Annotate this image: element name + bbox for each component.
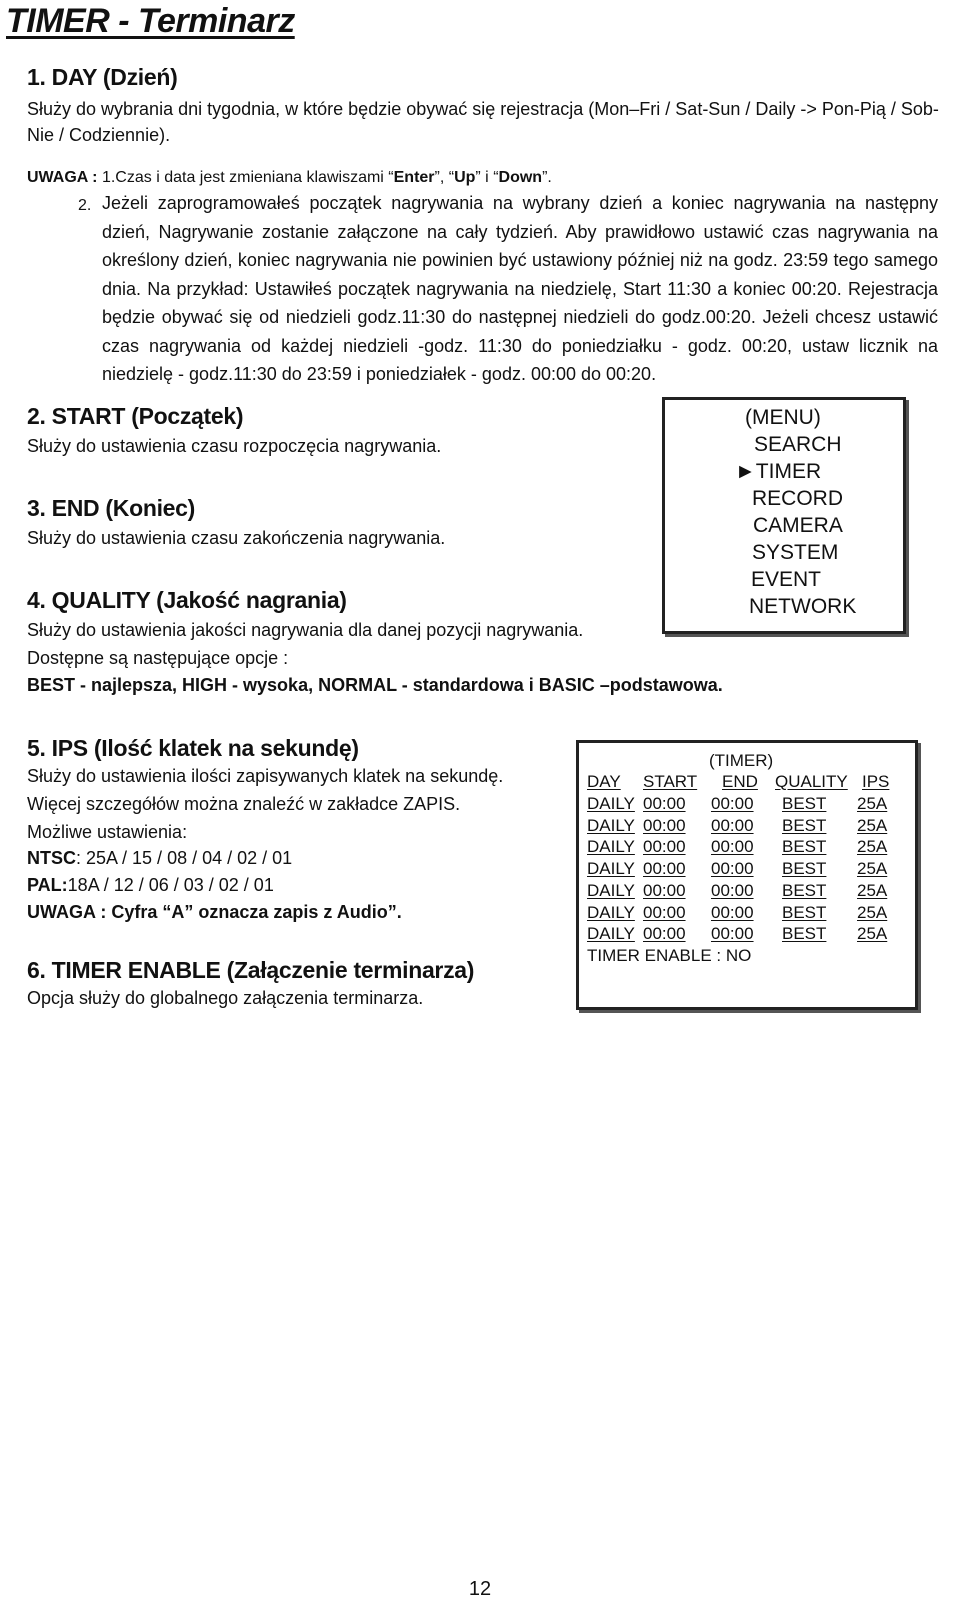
menu-item-event[interactable]: EVENT (751, 568, 822, 591)
row-start: 00:00 (643, 794, 686, 813)
row-day: DAILY (587, 902, 635, 922)
row-start: 00:00 (643, 902, 686, 922)
row-end: 00:00 (711, 880, 754, 900)
row-ips: 25A (857, 794, 888, 813)
row-day: DAILY (587, 924, 635, 944)
row-quality: BEST (782, 880, 827, 900)
ntsc-values: : 25A / 15 / 08 / 04 / 02 / 01 (76, 848, 293, 868)
row-ips: 25A (857, 837, 888, 857)
key-enter: Enter (393, 169, 435, 186)
menu-screen (662, 397, 906, 634)
row-end: 00:00 (711, 902, 754, 922)
section-day-desc: Służy do wybrania dni tygodnia, w które będzie obywać się rejestracja (Mon–Fri / Sat-Sun / Daily -> Pon-Pią / Sob-Nie / Codziennie). (27, 99, 939, 145)
row-quality: BEST (782, 837, 827, 857)
row-day: DAILY (587, 794, 635, 813)
row-end: 00:00 (711, 837, 754, 857)
note2-text: Jeżeli zaprogramowałeś początek nagrywania na wybrany dzień a koniec nagrywania na następny dzień, Nagrywanie zostanie załączone na cały tydzień. Aby prawidłowo ustawić czas nagrywania na określony dzień, koniec nagrywania nie powinien być ustawiony później niż na godz. 23:59 tego samego dnia. Na przykład: Ustawiłeś początek nagrywania na niedzielę, Start 11:30 a koniec 00:20. Rejestracja będzie obywać się od niedzieli godz.11:30 do następnej niedzieli do godz.00:20. Jeżeli chcesz ustawić czas nagrywania od każdej niedzieli -godz. 11:30 do poniedziałku - godz. 00:20, ustaw licznik na niedzielę - godz.11:30 do 23:59 i poniedziałek - godz. 00:00 do 00:20. (102, 193, 938, 384)
note2-number: 2. (78, 197, 92, 214)
section-end-desc: Służy do ustawienia czasu zakończenia nagrywania. (27, 528, 446, 548)
section-quality-options-intro: Dostępne są następujące opcje : (27, 648, 289, 668)
row-start: 00:00 (643, 837, 686, 857)
header-ips: IPS (862, 772, 890, 791)
row-day: DAILY (587, 859, 635, 879)
row-end: 00:00 (711, 924, 754, 944)
section-start-heading: 2. START (Początek) (27, 403, 244, 429)
section-quality-heading: 4. QUALITY (Jakość nagrania) (27, 587, 347, 613)
menu-item-timer[interactable] (735, 460, 821, 484)
menu-item-system[interactable]: SYSTEM (752, 541, 839, 564)
row-end: 00:00 (711, 859, 754, 879)
row-quality: BEST (782, 902, 827, 922)
row-ips: 25A (857, 859, 888, 879)
row-start: 00:00 (643, 924, 686, 944)
section-ips-settings-label: Możliwe ustawienia: (27, 822, 188, 842)
row-ips: 25A (857, 815, 888, 835)
menu-item-network[interactable]: NETWORK (749, 595, 857, 618)
note1-sep: , (439, 169, 449, 186)
menu-item-search[interactable]: SEARCH (754, 433, 842, 456)
row-day: DAILY (587, 837, 635, 857)
section-enable-heading: 6. TIMER ENABLE (Załączenie terminarza) (27, 957, 475, 983)
note1-sep: i (480, 169, 494, 186)
cursor-arrow-icon: ► (735, 460, 756, 483)
header-day: DAY (587, 772, 621, 791)
row-end: 00:00 (711, 815, 754, 835)
pal-label: PAL: (27, 875, 68, 895)
key-up: Up (454, 169, 476, 186)
menu-item-label: TIMER (755, 460, 822, 483)
row-ips: 25A (857, 880, 888, 900)
row-day: DAILY (587, 880, 635, 900)
row-start: 00:00 (643, 880, 686, 900)
header-end: END (722, 772, 758, 791)
ntsc-label: NTSC (27, 848, 76, 868)
section-quality-options: BEST - najlepsza, HIGH - wysoka, NORMAL - standardowa i BASIC –podstawowa. (27, 675, 723, 695)
note1-sep: . (547, 169, 552, 186)
row-ips: 25A (857, 902, 888, 922)
section-day-heading: 1. DAY (Dzień) (27, 64, 178, 90)
pal-values: 18A / 12 / 06 / 03 / 02 / 01 (67, 875, 274, 895)
row-quality: BEST (782, 794, 827, 813)
note1-prefix: 1.Czas i data jest zmieniana klawiszami (101, 169, 389, 186)
row-ips: 25A (857, 924, 888, 944)
timer-screen (576, 740, 918, 1010)
timer-title: (TIMER) (709, 751, 774, 770)
header-start: START (643, 772, 698, 791)
menu-title: (MENU) (745, 406, 821, 429)
section-ips-pal (27, 875, 274, 896)
row-quality: BEST (782, 815, 827, 835)
section-end-heading: 3. END (Koniec) (27, 495, 196, 521)
row-day: DAILY (587, 815, 635, 835)
header-quality: QUALITY (775, 772, 848, 791)
section-ips-more: Więcej szczegółów można znaleźć w zakładce ZAPIS. (27, 794, 461, 814)
section-day-note1: UWAGA : 1.Czas i data jest zmieniana klawiszami “Enter”, “Up” i “Down”. (27, 169, 552, 186)
note-label: UWAGA : (27, 169, 102, 186)
section-ips-desc: Służy do ustawienia ilości zapisywanych klatek na sekundę. (27, 766, 504, 786)
section-ips-note: UWAGA : Cyfra “A” oznacza zapis z Audio”. (27, 902, 402, 922)
row-quality: BEST (782, 859, 827, 879)
key-down: Down (498, 169, 543, 186)
row-quality: BEST (782, 924, 827, 944)
page-number: 12 (468, 1578, 492, 1600)
section-enable-desc: Opcja służy do globalnego załączenia terminarza. (27, 988, 424, 1008)
section-quality-desc: Służy do ustawienia jakości nagrywania dla danej pozycji nagrywania. (27, 620, 584, 640)
section-ips-heading: 5. IPS (Ilość klatek na sekundę) (27, 735, 359, 761)
menu-item-camera[interactable]: CAMERA (753, 514, 843, 537)
timer-enable-line[interactable]: TIMER ENABLE : NO (587, 946, 752, 965)
page-title: TIMER - Terminarz (6, 2, 295, 40)
row-end: 00:00 (711, 794, 754, 813)
row-start: 00:00 (643, 815, 686, 835)
section-start-desc: Służy do ustawienia czasu rozpoczęcia nagrywania. (27, 436, 442, 456)
menu-item-record[interactable]: RECORD (752, 487, 844, 510)
row-start: 00:00 (643, 859, 686, 879)
section-ips-ntsc (27, 848, 292, 869)
